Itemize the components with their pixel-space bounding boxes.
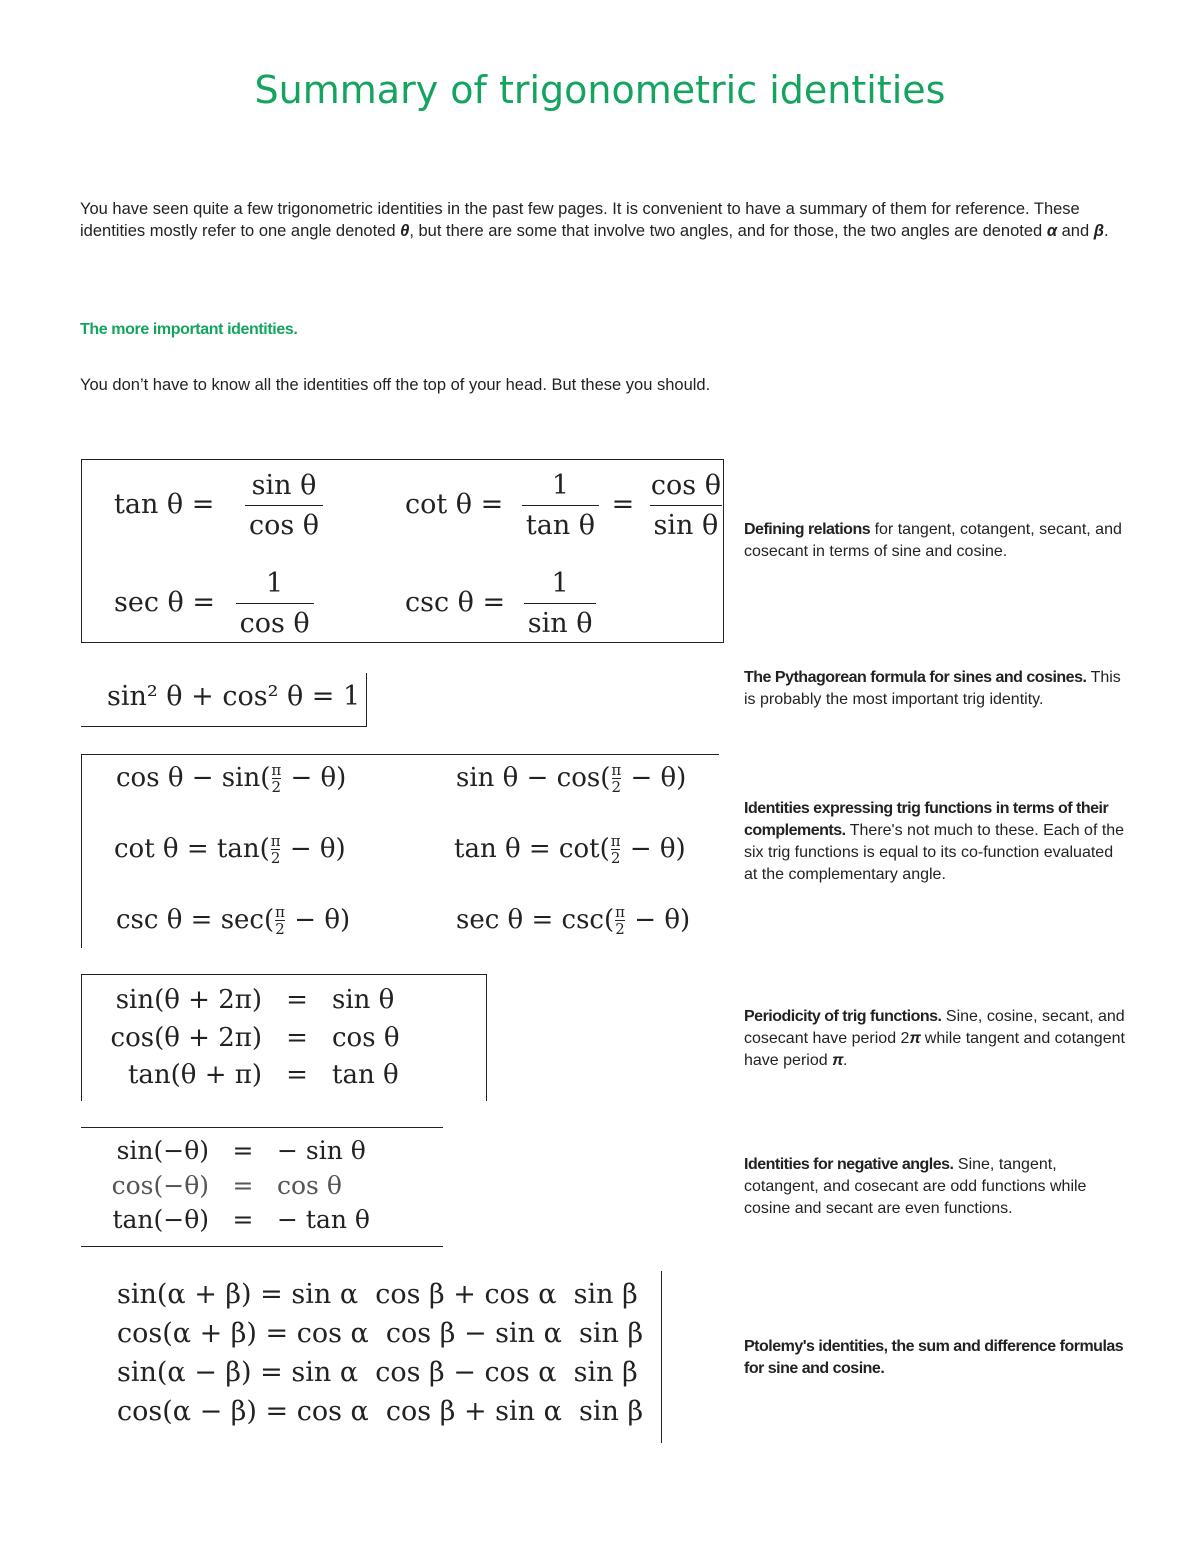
note-defining-relations (744, 519, 1129, 563)
intro-and: and (1057, 222, 1094, 240)
ptolemy-sin-difference: sin(α − β) = sin α cos β − cos α sin β (117, 1357, 638, 1388)
identity-lhs: sin(θ + 2π) (115, 985, 262, 1015)
pi-over-2 (271, 763, 281, 795)
periodicity-row-tan (92, 1060, 399, 1090)
identity-lhs: sin θ − cos( (456, 763, 611, 793)
equals-sign: = (232, 1171, 254, 1200)
note-bold: The Pythagorean formula for sines and cosines. (744, 669, 1087, 686)
note-bold: Periodicity of trig functions. (744, 1008, 942, 1025)
note-text: . (842, 1052, 848, 1069)
pythagorean-formula: sin² θ + cos² θ = 1 (107, 681, 361, 712)
fraction-denominator: cos θ (236, 603, 314, 639)
fraction-numerator: 1 (551, 470, 570, 501)
defining-relations-box (81, 459, 724, 643)
fraction-denominator: 2 (615, 920, 625, 938)
fraction-numerator: π (271, 761, 282, 779)
equals-sign: = (232, 1136, 254, 1165)
fraction-denominator: 2 (271, 778, 282, 796)
fraction-numerator: 1 (266, 568, 284, 599)
fraction-denominator: 2 (275, 920, 285, 938)
pi-over-2 (275, 905, 285, 937)
cot-fraction-1 (522, 470, 599, 541)
theta-symbol: θ (400, 222, 410, 240)
complement-tan (454, 834, 686, 866)
negative-row-sin (81, 1136, 366, 1165)
identity-rhs: − θ) (281, 834, 346, 864)
pi-symbol: π (909, 1030, 921, 1047)
identity-lhs: tan(−θ) (112, 1205, 209, 1234)
ptolemy-cos-sum: cos(α + β) = cos α cos β − sin α sin β (117, 1318, 644, 1349)
note-bold: Identities expressing trig functions in terms of their complements. (744, 800, 1109, 839)
identity-rhs: cos θ (332, 1023, 400, 1053)
csc-definition (405, 568, 600, 639)
beta-symbol: β (1093, 222, 1104, 240)
identity-rhs: − θ) (621, 834, 686, 864)
negative-row-cos (81, 1171, 342, 1200)
sec-definition (114, 568, 318, 639)
identity-lhs: sec θ = csc( (456, 905, 615, 935)
note-text: Sine, cosine, secant, and cosecant have period 2 (744, 1008, 1125, 1047)
ptolemy-cos-difference: cos(α − β) = cos α cos β + sin α sin β (117, 1396, 644, 1427)
lead-paragraph: You don’t have to know all the identities off the top of your head. But these you should. (80, 376, 711, 394)
equals-sign: = (286, 1023, 308, 1053)
identity-lhs: tan θ = cot( (454, 834, 610, 864)
tan-definition (114, 470, 327, 541)
identity-lhs: cos(−θ) (111, 1171, 209, 1200)
identity-rhs: cos θ (277, 1171, 342, 1200)
fraction-denominator: 2 (270, 849, 281, 867)
identity-rhs: tan θ (332, 1060, 399, 1090)
cot-definition (405, 470, 729, 541)
pi-over-2 (271, 834, 281, 866)
complement-sec (456, 905, 690, 937)
identity-lhs: cos(θ + 2π) (110, 1023, 262, 1053)
note-text: This is probably the most important trig identity. (744, 669, 1121, 708)
identity-lhs: cos θ − sin( (116, 763, 271, 793)
equals-sign: = (611, 489, 635, 520)
note-bold: Ptolemy's identities, the sum and difference formulas for sine and cosine. (744, 1338, 1124, 1377)
note-text: Sine, tangent, cotangent, and cosecant are odd functions while cosine and secant are even functions. (744, 1156, 1087, 1217)
negative-row-tan (81, 1205, 370, 1234)
pi-over-2 (611, 763, 621, 795)
complement-cos (116, 763, 346, 795)
complement-cot (114, 834, 346, 866)
note-complements (744, 798, 1129, 886)
fraction-numerator: 1 (551, 568, 569, 599)
fraction-numerator: π (275, 903, 285, 921)
csc-fraction (524, 568, 597, 639)
note-text: for tangent, cotangent, secant, and cosecant in terms of sine and cosine. (744, 521, 1122, 560)
pi-over-2 (615, 905, 625, 937)
csc-lhs: csc θ = (405, 587, 506, 618)
fraction-denominator: tan θ (522, 505, 599, 541)
sec-lhs: sec θ = (114, 587, 215, 618)
sec-fraction (236, 568, 314, 639)
fraction-denominator: 2 (610, 849, 621, 867)
ptolemy-sin-sum: sin(α + β) = sin α cos β + cos α sin β (117, 1279, 638, 1310)
fraction-numerator: π (615, 903, 625, 921)
identity-lhs: csc θ = sec( (116, 905, 275, 935)
periodicity-row-sin (92, 985, 394, 1015)
fraction-numerator: sin θ (251, 470, 317, 501)
cot-lhs: cot θ = (405, 489, 504, 520)
identity-rhs: − θ) (282, 763, 347, 793)
equals-sign: = (286, 1060, 308, 1090)
note-text: while tangent and cotangent have period (744, 1030, 1125, 1069)
identity-rhs: − θ) (622, 763, 687, 793)
section-heading: The more important identities. (80, 321, 298, 338)
alpha-symbol: α (1046, 222, 1058, 240)
identity-rhs: − θ) (286, 905, 351, 935)
fraction-denominator: 2 (611, 778, 622, 796)
pi-over-2 (611, 834, 621, 866)
negative-angles-box (81, 1127, 443, 1247)
note-negative-angles (744, 1154, 1129, 1220)
fraction-numerator: cos θ (650, 470, 721, 501)
pythagorean-box (81, 673, 367, 727)
intro-text-1: You have seen quite a few trigonometric identities in the past few pages. It is convenient to have a summary of them for reference. These identities mostly refer to one angle denoted (80, 200, 1080, 240)
intro-paragraph (80, 198, 1120, 242)
pi-symbol: π (832, 1052, 843, 1069)
note-pythagorean (744, 667, 1129, 711)
page-title: Summary of trigonometric identities (254, 68, 946, 112)
identity-lhs: cot θ = tan( (114, 834, 270, 864)
fraction-denominator: sin θ (650, 505, 723, 541)
note-periodicity (744, 1006, 1129, 1072)
equals-sign: = (232, 1205, 254, 1234)
intro-text-2: , but there are some that involve two angles, and for those, the two angles are denoted (409, 222, 1047, 240)
identity-lhs: sin(−θ) (116, 1136, 209, 1165)
periodicity-box (81, 974, 487, 1101)
note-ptolemy (744, 1336, 1129, 1380)
tan-fraction (245, 470, 323, 541)
intro-end: . (1104, 222, 1109, 240)
periodicity-row-cos (92, 1023, 399, 1053)
cot-fraction-2 (647, 470, 725, 541)
equals-sign: = (286, 985, 308, 1015)
identity-rhs: − sin θ (277, 1136, 366, 1165)
ptolemy-box (81, 1271, 662, 1443)
fraction-numerator: π (270, 832, 281, 850)
fraction-numerator: π (611, 761, 622, 779)
identity-rhs: − θ) (626, 905, 691, 935)
complements-box (81, 754, 719, 948)
complement-sin (456, 763, 686, 795)
identity-rhs: sin θ (332, 985, 395, 1015)
identity-rhs: − tan θ (277, 1205, 370, 1234)
identity-lhs: tan(θ + π) (127, 1060, 262, 1090)
fraction-numerator: π (610, 832, 621, 850)
note-text: There's not much to these. Each of the six trig functions is equal to its co-function evaluated at the complementary angle. (744, 822, 1125, 883)
tan-lhs: tan θ = (114, 489, 215, 520)
note-bold: Defining relations (744, 521, 871, 538)
note-bold: Identities for negative angles. (744, 1156, 954, 1173)
fraction-denominator: sin θ (524, 603, 597, 639)
complement-csc (116, 905, 350, 937)
fraction-denominator: cos θ (245, 505, 323, 541)
